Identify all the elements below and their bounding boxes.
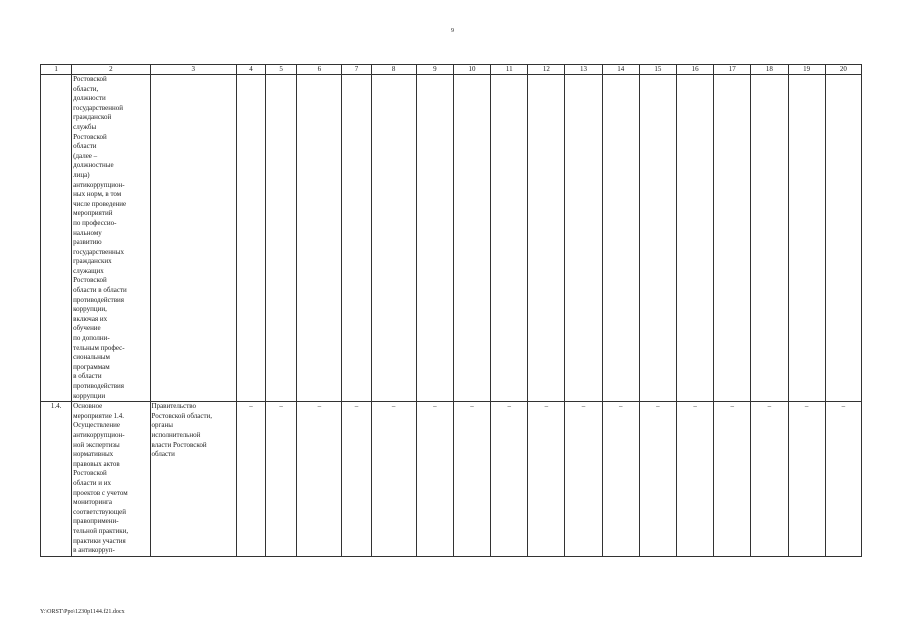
text-line: сиональным <box>73 353 110 362</box>
column-header-9: 9 <box>416 65 453 75</box>
value-cell-col-18: – <box>751 402 788 557</box>
text-line: противодействия <box>73 295 125 304</box>
text-line: правовых актов <box>73 459 120 468</box>
value-cell-col-18 <box>751 75 788 402</box>
value-cell-col-15 <box>639 75 676 402</box>
executor-cell <box>150 402 236 557</box>
activity-name-cell <box>72 75 150 402</box>
column-header-1: 1 <box>41 65 72 75</box>
text-line: лица) <box>73 170 90 179</box>
value-cell-col-15: – <box>639 402 676 557</box>
item-number-cell <box>41 75 72 402</box>
value-cell-col-11 <box>491 75 528 402</box>
text-line: государственной <box>73 103 124 112</box>
text-line: нальному <box>73 228 102 237</box>
activity-name-cell <box>72 402 150 557</box>
value-cell-col-11: – <box>491 402 528 557</box>
value-cell-col-16: – <box>676 402 713 557</box>
text-line: гражданской <box>73 113 112 122</box>
file-path-footer: Y:\ORST\Ppo\1230p1144.f21.docx <box>40 609 125 615</box>
text-line: должностные <box>73 161 114 170</box>
column-number-row <box>41 65 862 75</box>
column-header-4: 4 <box>236 65 265 75</box>
value-cell-col-10: – <box>453 402 490 557</box>
text-line: мониторинга <box>73 498 112 507</box>
text-line: обучение <box>73 324 101 333</box>
text-line: Ростовской <box>73 276 107 285</box>
text-line: числе проведение <box>73 199 127 208</box>
value-cell-col-9 <box>416 75 453 402</box>
value-cell-col-14: – <box>602 402 639 557</box>
value-cell-col-12: – <box>528 402 565 557</box>
value-cell-col-12 <box>528 75 565 402</box>
column-header-5: 5 <box>266 65 297 75</box>
program-table <box>40 64 862 557</box>
executor-cell <box>150 75 236 402</box>
column-header-19: 19 <box>788 65 825 75</box>
text-line: противодействия <box>73 382 125 390</box>
text-line: Осуществление <box>73 421 120 430</box>
column-header-14: 14 <box>602 65 639 75</box>
value-cell-col-13 <box>565 75 602 402</box>
text-line: ных норм, в том <box>73 190 122 199</box>
value-cell-col-5 <box>266 75 297 402</box>
text-line: области <box>151 450 175 459</box>
column-header-16: 16 <box>676 65 713 75</box>
column-header-12: 12 <box>528 65 565 75</box>
column-header-7: 7 <box>342 65 371 75</box>
text-line: практики участия <box>73 536 126 545</box>
text-line: должности <box>73 94 106 103</box>
text-line: соответствующей <box>73 507 126 516</box>
page-number: 9 <box>451 28 454 34</box>
text-line: органы <box>151 421 173 430</box>
value-cell-col-13: – <box>565 402 602 557</box>
column-header-17: 17 <box>714 65 751 75</box>
text-line: антикоррупцион- <box>73 180 125 189</box>
column-header-11: 11 <box>491 65 528 75</box>
text-line: области и их <box>73 478 112 487</box>
value-cell-col-8: – <box>371 402 416 557</box>
value-cell-col-14 <box>602 75 639 402</box>
text-line: правопримени- <box>73 517 119 526</box>
text-line: развитию <box>73 238 102 247</box>
text-line: в антикорруп- <box>73 546 115 555</box>
text-line: проектов с учетом <box>73 488 128 497</box>
column-header-8: 8 <box>371 65 416 75</box>
text-line: власти Ростовской <box>151 440 207 449</box>
value-cell-col-19: – <box>788 402 825 557</box>
text-line: включая их <box>73 314 108 323</box>
column-header-13: 13 <box>565 65 602 75</box>
text-line: области в области <box>73 286 127 295</box>
value-cell-col-9: – <box>416 402 453 557</box>
text-line: по профессио- <box>73 218 117 227</box>
text-line: исполнительной <box>151 430 201 439</box>
text-line: Правительство <box>151 402 197 411</box>
text-line: мероприятий <box>73 209 113 218</box>
text-line: гражданских <box>73 257 112 266</box>
text-line: служащих <box>73 266 104 275</box>
text-line: по дополни- <box>73 334 110 343</box>
column-header-20: 20 <box>825 65 861 75</box>
text-line: Ростовской области, <box>151 411 213 420</box>
text-line: области, <box>73 84 99 93</box>
value-cell-col-20 <box>825 75 861 402</box>
value-cell-col-17: – <box>714 402 751 557</box>
text-line: мероприятие 1.4. <box>73 411 125 420</box>
value-cell-col-7: – <box>342 402 371 557</box>
text-line: службы <box>73 122 97 131</box>
value-cell-col-7 <box>342 75 371 402</box>
text-line: области <box>73 142 97 151</box>
item-number-cell: 1.4. <box>41 402 72 557</box>
value-cell-col-19 <box>788 75 825 402</box>
value-cell-col-17 <box>714 75 751 402</box>
text-line: государственных <box>73 247 124 256</box>
value-cell-col-6: – <box>297 402 342 557</box>
text-line: Ростовской <box>73 75 107 83</box>
text-line: (далее – <box>73 151 98 160</box>
column-header-3: 3 <box>150 65 236 75</box>
value-cell-col-6 <box>297 75 342 402</box>
text-line: антикоррупцион- <box>73 430 125 439</box>
column-header-15: 15 <box>639 65 676 75</box>
text-line: программам <box>73 362 110 371</box>
column-header-6: 6 <box>297 65 342 75</box>
text-line: тельным профес- <box>73 343 125 352</box>
text-line: в области <box>73 372 102 381</box>
value-cell-col-8 <box>371 75 416 402</box>
value-cell-col-16 <box>676 75 713 402</box>
text-line: Ростовской <box>73 469 107 478</box>
value-cell-col-4: – <box>236 402 265 557</box>
text-line: нормативных <box>73 450 114 459</box>
text-line: ной экспертизы <box>73 440 120 449</box>
text-line: тельной практики, <box>73 526 129 535</box>
value-cell-col-20: – <box>825 402 861 557</box>
value-cell-col-5: – <box>266 402 297 557</box>
column-header-10: 10 <box>453 65 490 75</box>
value-cell-col-10 <box>453 75 490 402</box>
column-header-2: 2 <box>72 65 150 75</box>
value-cell-col-4 <box>236 75 265 402</box>
text-line: Ростовской <box>73 132 107 141</box>
table-row <box>41 75 862 402</box>
text-line: Основное <box>73 402 103 411</box>
column-header-18: 18 <box>751 65 788 75</box>
text-line: коррупции, <box>73 305 107 314</box>
table-row <box>41 402 862 557</box>
text-line: коррупции <box>73 391 106 400</box>
